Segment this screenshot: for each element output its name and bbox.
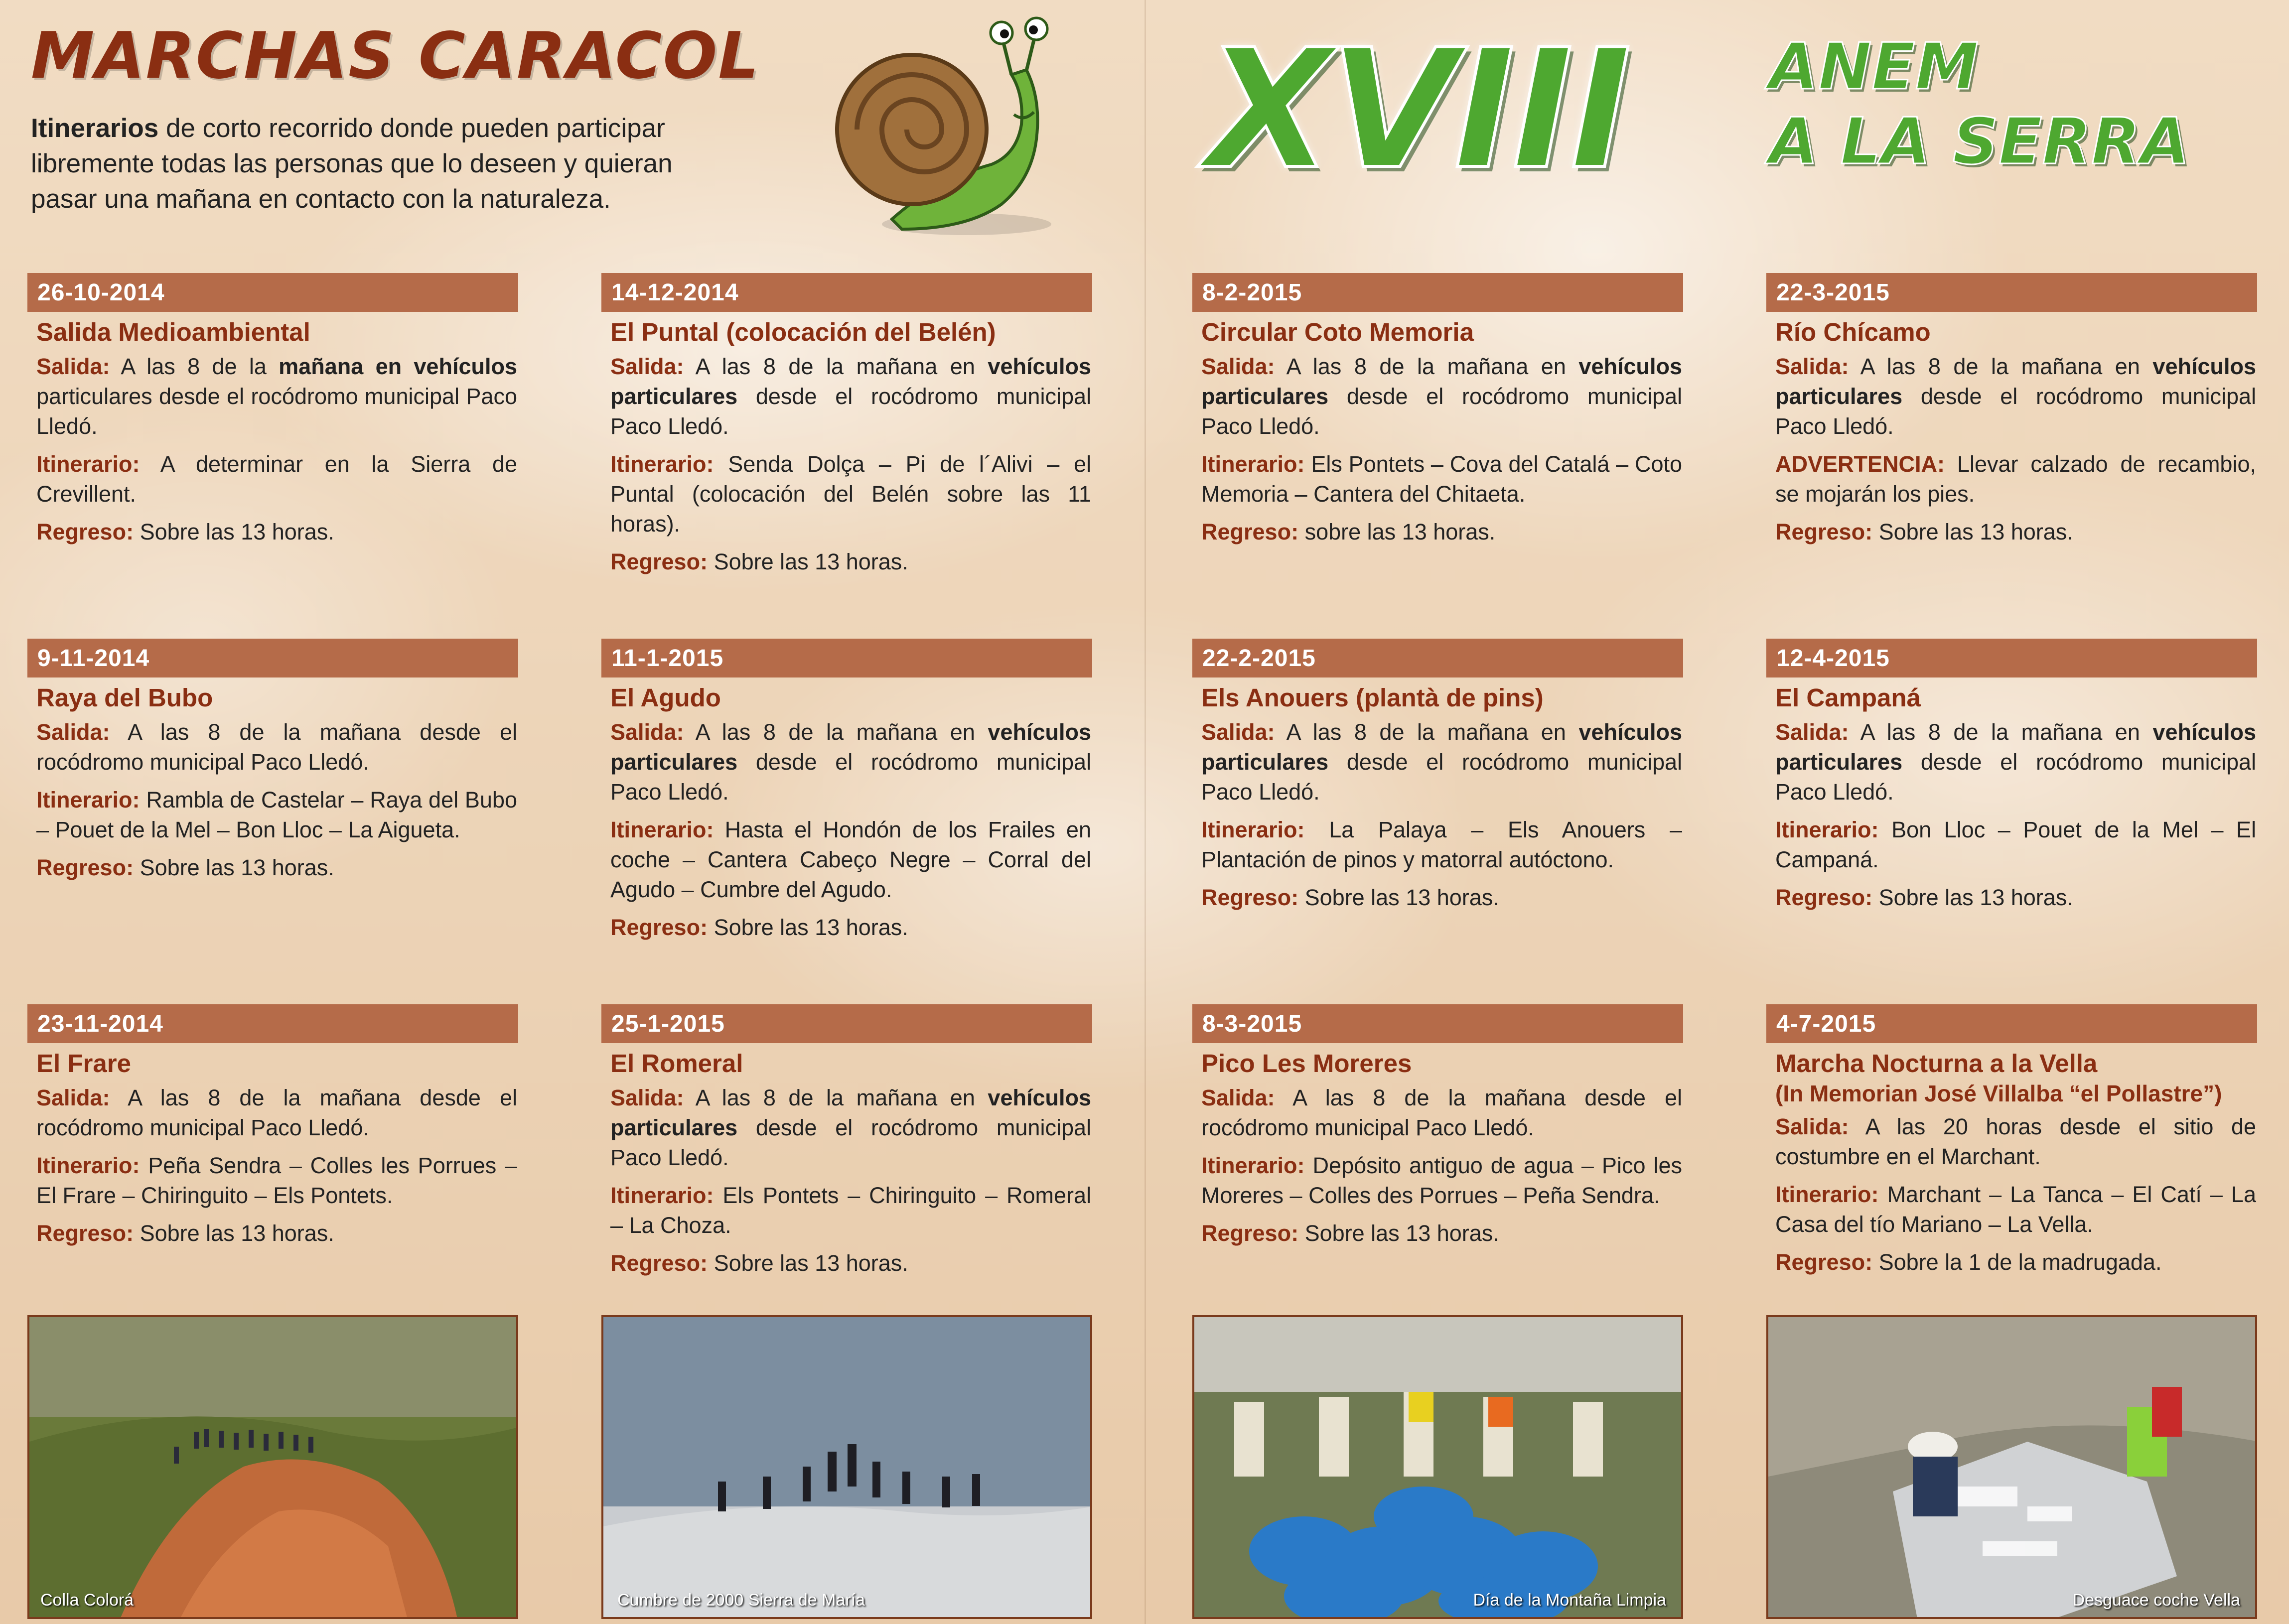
event-regreso: Regreso: sobre las 13 horas. [1201,519,1496,544]
photo-colla-colora [27,1315,518,1619]
event-card [1192,639,1683,921]
event-title: El Romeral [610,1049,743,1078]
event-salida: Salida: A las 8 de la mañana en vehículos particulares desde el rocódromo municipal Paco Lledó. [1201,719,1682,805]
event-card [1766,273,2257,555]
page-fold [1144,0,1146,1624]
event-salida: Salida: A las 8 de la mañana en vehículos particulares desde el rocódromo municipal Paco Lledó. [610,354,1091,439]
event-itinerario: Itinerario: Hasta el Hondón de los Frailes en coche – Cantera Cabeço Negre – Corral del Agudo – Cumbre del Agudo. [610,817,1091,902]
event-salida: Salida: A las 8 de la mañana en vehículos particulares desde el rocódromo municipal Paco Lledó. [1775,719,2256,805]
slogan [1769,30,2190,179]
event-card [27,639,518,891]
photo-image [1194,1317,1683,1619]
event-date: 8-2-2015 [1192,273,1683,312]
event-itinerario: Itinerario: Marchant – La Tanca – El Catí – La Casa del tío Mariano – La Vella. [1775,1182,2256,1237]
event-card [27,273,518,555]
event-date: 22-3-2015 [1766,273,2257,312]
event-regreso: Regreso: Sobre la 1 de la madrugada. [1775,1249,2162,1275]
event-itinerario: Itinerario: Rambla de Castelar – Raya del Bubo – Pouet de la Mel – Bon Lloc – La Aigueta. [36,787,517,842]
event-date: 12-4-2015 [1766,639,2257,677]
event-title: El Frare [36,1049,131,1078]
event-salida: Salida: A las 8 de la mañana desde el rocódromo municipal Paco Lledó. [36,1085,517,1140]
event-itinerario: Itinerario: A determinar en la Sierra de Crevillent. [36,451,517,507]
event-details [610,352,1091,577]
event-card [1766,1004,2257,1285]
event-title: Raya del Bubo [36,683,213,712]
event-date: 11-1-2015 [601,639,1092,677]
slogan-line-1: ANEM [1769,30,1979,104]
event-date: 23-11-2014 [27,1004,518,1043]
event-card [1766,639,2257,921]
event-salida: Salida: A las 20 horas desde el sitio de costumbre en el Marchant. [1775,1114,2256,1169]
event-card [1192,273,1683,555]
intro-rest: de corto recorrido donde pueden participar libremente todas las personas que lo deseen y quieran pasar una mañana en contacto con la naturaleza. [31,114,673,214]
event-regreso: Regreso: Sobre las 13 horas. [610,915,908,940]
event-card [27,1004,518,1256]
advertencia-label: ADVERTENCIA: [1775,451,1945,477]
event-title: Pico Les Moreres [1201,1049,1412,1078]
intro-text [31,111,743,217]
event-details [36,717,517,883]
event-date: 22-2-2015 [1192,639,1683,677]
event-card [601,273,1092,585]
event-regreso: Regreso: Sobre las 13 horas. [1201,1220,1499,1246]
event-details [1201,352,1682,547]
event-details [36,352,517,547]
event-itinerario: Itinerario: La Palaya – Els Anouers – Plantación de pinos y matorral autóctono. [1201,817,1682,872]
photo-image [603,1317,1092,1619]
event-details [610,1083,1091,1278]
event-salida: Salida: A las 8 de la mañana desde el rocódromo municipal Paco Lledó. [36,719,517,775]
event-subtitle: (In Memorian José Villalba “el Pollastre”) [1775,1081,2222,1106]
event-title: Circular Coto Memoria [1201,318,1474,346]
event-details [1775,717,2256,913]
event-regreso: Regreso: Sobre las 13 horas. [1201,885,1499,910]
photo-image [29,1317,518,1619]
photo-image [1768,1317,2257,1619]
event-date: 26-10-2014 [27,273,518,312]
event-itinerario: Itinerario: Els Pontets – Chiringuito – Romeral – La Choza. [610,1183,1091,1238]
event-salida: Salida: A las 8 de la mañana en vehículos particulares desde el rocódromo municipal Paco Lledó. [36,354,517,439]
event-title: El Campaná [1775,683,1921,712]
event-details [1775,1112,2256,1277]
main-title: MARCHAS CARACOL [31,19,760,93]
event-card [601,1004,1092,1286]
event-advertencia: ADVERTENCIA: Llevar calzado de recambio, se mojarán los pies. [1775,451,2256,507]
intro-bold: Itinerarios [31,114,159,143]
photo-caption: Cumbre de 2000 Sierra de María [617,1591,865,1610]
event-title: Salida Medioambiental [36,318,310,346]
event-salida: Salida: A las 8 de la mañana en vehículos particulares desde el rocódromo municipal Paco Lledó. [610,1085,1091,1170]
event-itinerario: Itinerario: Bon Lloc – Pouet de la Mel – El Campaná. [1775,817,2256,872]
event-title: Marcha Nocturna a la Vella [1775,1049,2098,1078]
event-date: 4-7-2015 [1766,1004,2257,1043]
event-regreso: Regreso: Sobre las 13 horas. [36,855,334,880]
regreso-label: Regreso: [36,519,134,544]
event-card [601,639,1092,950]
event-regreso: Regreso: Sobre las 13 horas. [610,1250,908,1276]
photo-caption: Colla Colorá [40,1591,134,1610]
event-details [610,717,1091,943]
event-details [1775,352,2256,547]
event-title: Els Anouers (plantà de pins) [1201,683,1544,712]
event-salida: Salida: A las 8 de la mañana desde el rocódromo municipal Paco Lledó. [1201,1085,1682,1140]
event-itinerario: Itinerario: Senda Dolça – Pi de l´Alivi – el Puntal (colocación del Belén sobre las 11 horas). [610,451,1091,537]
slogan-line-2: A LA SERRA [1769,105,2190,179]
event-itinerario: Itinerario: Els Pontets – Cova del Catalá – Coto Memoria – Cantera del Chitaeta. [1201,451,1682,507]
event-details [36,1083,517,1248]
event-card [1192,1004,1683,1256]
event-salida: Salida: A las 8 de la mañana en vehículos particulares desde el rocódromo municipal Paco Lledó. [610,719,1091,805]
photo-caption: Desguace coche Vella [2072,1591,2240,1610]
photo-desguace [1766,1315,2257,1619]
event-date: 14-12-2014 [601,273,1092,312]
event-salida: Salida: A las 8 de la mañana en vehículos particulares desde el rocódromo municipal Paco Lledó. [1775,354,2256,439]
snail-icon [827,15,1061,244]
salida-label: Salida: [36,354,110,379]
photo-montana-limpia [1192,1315,1683,1619]
event-details [1201,717,1682,913]
event-date: 25-1-2015 [601,1004,1092,1043]
event-title: Río Chícamo [1775,318,1931,346]
event-title: El Puntal (colocación del Belén) [610,318,996,346]
event-salida: Salida: A las 8 de la mañana en vehículos particulares desde el rocódromo municipal Paco Lledó. [1201,354,1682,439]
event-regreso: Regreso: Sobre las 13 horas. [36,519,334,544]
edition-number: XVIII [1206,14,1629,205]
event-date: 9-11-2014 [27,639,518,677]
event-date: 8-3-2015 [1192,1004,1683,1043]
photo-caption: Día de la Montaña Limpia [1473,1591,1666,1610]
photo-sierra-maria [601,1315,1092,1619]
event-details [1201,1083,1682,1248]
event-itinerario: Itinerario: Depósito antiguo de agua – Pico les Moreres – Colles des Porrues – Peña Sendra. [1201,1153,1682,1208]
event-regreso: Regreso: Sobre las 13 horas. [36,1220,334,1246]
event-itinerario: Itinerario: Peña Sendra – Colles les Porrues – El Frare – Chiringuito – Els Pontets. [36,1153,517,1208]
itinerario-label: Itinerario: [36,451,140,477]
event-regreso: Regreso: Sobre las 13 horas. [1775,885,2073,910]
event-title: El Agudo [610,683,721,712]
event-regreso: Regreso: Sobre las 13 horas. [1775,519,2073,544]
event-regreso: Regreso: Sobre las 13 horas. [610,549,908,574]
